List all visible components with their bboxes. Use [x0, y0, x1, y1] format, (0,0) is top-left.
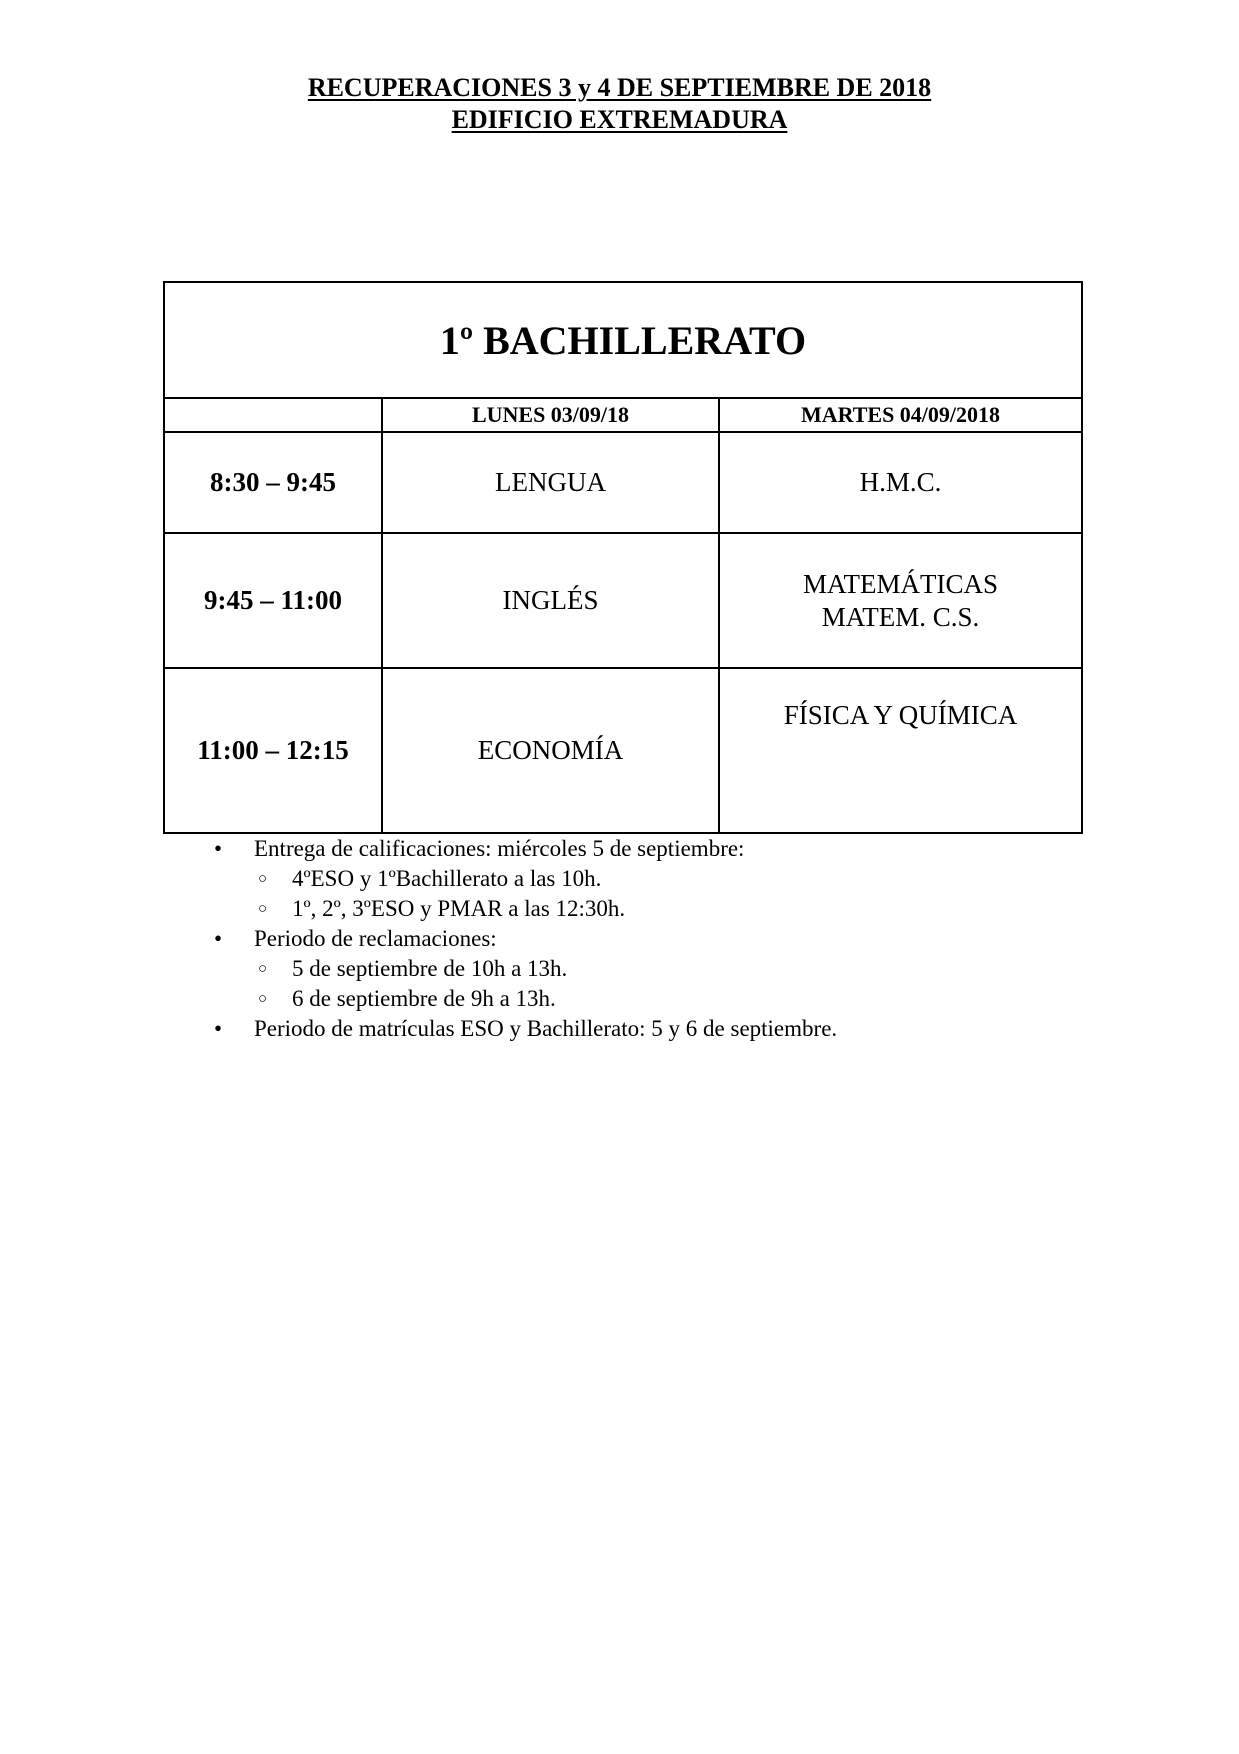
table-row	[164, 533, 1082, 668]
exam-schedule-table	[163, 281, 1083, 834]
monday-subject	[382, 533, 719, 668]
note-text: Entrega de calificaciones: miércoles 5 de septiembre:	[254, 836, 745, 861]
day-header-tuesday: MARTES 04/09/2018	[719, 398, 1082, 432]
header-title: RECUPERACIONES 3 y 4 DE SEPTIEMBRE DE 2018	[307, 73, 932, 102]
course-row	[164, 282, 1082, 398]
monday-subject	[382, 432, 719, 533]
circle-bullet-icon: ○	[258, 871, 268, 887]
bullet-icon: •	[214, 1016, 223, 1041]
bullet-icon: •	[214, 836, 223, 861]
list-item	[210, 1014, 1110, 1044]
sub-note-text: 1º, 2º, 3ºESO y PMAR a las 12:30h.	[292, 896, 626, 921]
course-title: 1º BACHILLERATO	[164, 282, 1082, 398]
circle-bullet-icon: ○	[258, 961, 268, 977]
tuesday-subject	[719, 432, 1082, 533]
tuesday-subject	[719, 533, 1082, 668]
sub-list-item	[210, 864, 1110, 894]
note-text: Periodo de matrículas ESO y Bachillerato: 5 y 6 de septiembre.	[254, 1016, 838, 1041]
subject-line: MATEMÁTICAS	[802, 568, 998, 599]
day-header-row	[164, 398, 1082, 432]
sub-list-item	[210, 894, 1110, 924]
subject-line: H.M.C.	[859, 467, 942, 497]
sub-note-text: 6 de septiembre de 9h a 13h.	[292, 986, 556, 1011]
subject-line: ECONOMÍA	[477, 735, 624, 765]
subject-line: LENGUA	[495, 467, 606, 497]
document-header	[0, 72, 1239, 136]
table-row	[164, 668, 1082, 833]
notes-list	[210, 834, 1110, 1044]
day-header-monday: LUNES 03/09/18	[382, 398, 719, 432]
sub-list-item	[210, 954, 1110, 984]
subject-line: MATEM. C.S.	[821, 601, 980, 632]
tuesday-subject	[719, 668, 1082, 833]
time-slot: 8:30 – 9:45	[164, 432, 382, 533]
subject-line: FÍSICA Y QUÍMICA	[783, 700, 1018, 730]
time-slot: 11:00 – 12:15	[164, 668, 382, 833]
subject-line: INGLÉS	[502, 585, 599, 615]
list-item	[210, 924, 1110, 954]
circle-bullet-icon: ○	[258, 991, 268, 1007]
sub-note-text: 5 de septiembre de 10h a 13h.	[292, 956, 568, 981]
header-building: EDIFICIO EXTREMADURA	[451, 105, 788, 134]
monday-subject	[382, 668, 719, 833]
empty-header-cell	[164, 398, 382, 432]
time-slot: 9:45 – 11:00	[164, 533, 382, 668]
sub-list-item	[210, 984, 1110, 1014]
circle-bullet-icon: ○	[258, 901, 268, 917]
list-item	[210, 834, 1110, 864]
note-text: Periodo de reclamaciones:	[254, 926, 497, 951]
sub-note-text: 4ºESO y 1ºBachillerato a las 10h.	[292, 866, 602, 891]
table-row	[164, 432, 1082, 533]
bullet-icon: •	[214, 926, 223, 951]
